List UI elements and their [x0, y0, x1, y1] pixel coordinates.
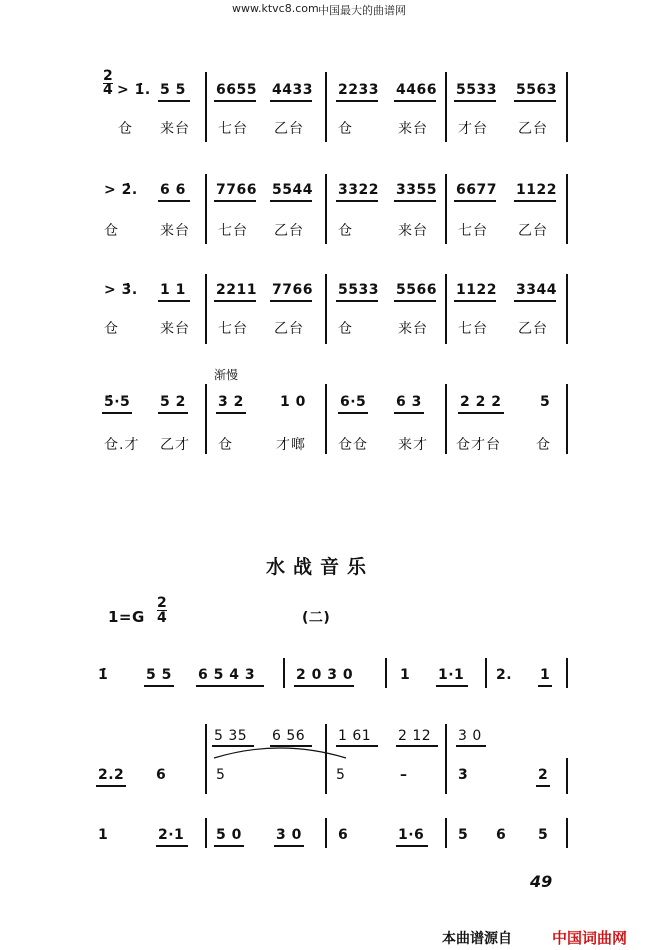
row3-lyric-5: 仓: [338, 321, 353, 337]
tempo-annotation: 渐慢: [214, 368, 239, 382]
row1-lyric-8: 乙台: [518, 121, 548, 137]
header-tagline: 中国最大的曲谱网: [318, 4, 406, 17]
row1-lyric-2: 来台: [160, 121, 190, 137]
s2-row2-upper-5: 3 0: [458, 728, 482, 744]
row3-note-5: 5566: [396, 282, 437, 298]
row1-note-5: 4466: [396, 82, 437, 98]
row3-lyric-7: 七台: [458, 321, 488, 337]
row2-lyric-5: 仓: [338, 223, 353, 239]
key-time-top: 2: [157, 595, 168, 611]
row1-note-7: 5563: [516, 82, 557, 98]
s2-row3-note-7: 5: [458, 827, 469, 843]
row2-start: > 2̇.: [104, 182, 138, 198]
row4-note-3: 3 2: [218, 394, 244, 410]
row1-lyric-7: 才台: [458, 121, 488, 137]
s2-row3-note-1: 1: [98, 827, 109, 843]
row1-lyric-1: 仓: [118, 121, 133, 137]
row4-note-7: 2 2 2: [460, 394, 502, 410]
row1-note-2: 6655: [216, 82, 257, 98]
row1-start: > 1̇.: [117, 82, 151, 98]
s2-row1-note-8: 1: [540, 667, 551, 683]
row3-lyric-6: 来台: [398, 321, 428, 337]
row4-note-2: 5 2: [160, 394, 186, 410]
row1-note-3: 4433: [272, 82, 313, 98]
s2-row3-note-3: 5 0: [216, 827, 242, 843]
s2-row1-note-7: 2.: [496, 667, 513, 683]
row2-lyric-3: 七台: [218, 223, 248, 239]
page-number: 49: [530, 872, 553, 891]
row4-note-8: 5: [540, 394, 551, 410]
row2-lyric-4: 乙台: [274, 223, 304, 239]
row2-note-6: 6677: [456, 182, 497, 198]
s2-row3-note-9: 5: [538, 827, 549, 843]
row2-lyric-6: 来台: [398, 223, 428, 239]
row2-note-3: 5544: [272, 182, 313, 198]
row3-note-6: 1122: [456, 282, 497, 298]
row4-note-5: 6·5: [340, 394, 367, 410]
time-signature: [103, 70, 113, 97]
key-signature: 1=G: [108, 608, 145, 626]
row1-lyric-6: 来台: [398, 121, 428, 137]
s2-row1-note-2: 5 5: [146, 667, 172, 683]
s2-row2-upper-2: 6 56: [272, 728, 306, 744]
row2-lyric-7: 七台: [458, 223, 488, 239]
row2-lyric-2: 来台: [160, 223, 190, 239]
row3-note-2: 2211: [216, 282, 257, 298]
s2-row3-note-2: 2·1: [158, 827, 185, 843]
row4-lyric-7: 仓才台: [456, 437, 501, 453]
row2-lyric-1: 仓: [104, 223, 119, 239]
piece-title: 水战音乐: [266, 556, 375, 578]
time-sig-bottom: 4: [103, 82, 114, 98]
row3-lyric-4: 乙台: [274, 321, 304, 337]
row3-note-4: 5533: [338, 282, 379, 298]
row4-note-1: 5̇·5: [104, 394, 131, 410]
s2-row3-note-8: 6: [496, 827, 507, 843]
row4-lyric-1: 仓.才: [104, 437, 140, 453]
s2-row1-note-1: 1̇: [98, 667, 109, 683]
row1-lyric-5: 仓: [338, 121, 353, 137]
row2-note-2: 7766: [216, 182, 257, 198]
row1-note-4: 2233: [338, 82, 379, 98]
row3-note-7: 3344: [516, 282, 557, 298]
row3-start: > 3̇.: [104, 282, 138, 298]
row3-note-1: 1 1: [160, 282, 186, 298]
s2-row2-lower-5: –: [400, 767, 408, 783]
s2-row1-note-3: 6 5 4 3: [198, 667, 256, 683]
s2-row2-lower-2: 6: [156, 767, 167, 783]
s2-row1-note-4: 2 0 3 0: [296, 667, 354, 683]
time-sig-top: 2: [103, 68, 114, 84]
row3-lyric-3: 七台: [218, 321, 248, 337]
s2-row3-note-6: 1·6: [398, 827, 425, 843]
row4-lyric-6: 来才: [398, 437, 428, 453]
s2-row1-note-6: 1·1: [438, 667, 465, 683]
row4-note-4: 1 0: [280, 394, 306, 410]
row2-note-4: 3322: [338, 182, 379, 198]
footer-source: 本曲谱源自: [442, 931, 512, 947]
row4-lyric-4: 才啷: [276, 437, 306, 453]
row4-lyric-5: 仓仓: [338, 437, 368, 453]
s2-row2-lower-1: 2.2: [98, 767, 125, 783]
row1-lyric-3: 七台: [218, 121, 248, 137]
row2-lyric-8: 乙台: [518, 223, 548, 239]
key-time-signature: [157, 596, 167, 625]
row3-note-3: 7766: [272, 282, 313, 298]
slur-arc: [210, 744, 350, 762]
row4-lyric-2: 乙才: [160, 437, 190, 453]
key-time-bottom: 4: [157, 610, 168, 626]
row3-lyric-1: 仓: [104, 321, 119, 337]
s2-row2-upper-4: 2 12: [398, 728, 432, 744]
row2-note-5: 3355: [396, 182, 437, 198]
row3-lyric-2: 来台: [160, 321, 190, 337]
footer-site-logo[interactable]: 中国词曲网: [552, 929, 628, 947]
row1-lyric-4: 乙台: [274, 121, 304, 137]
header-site[interactable]: www.ktvc8.com: [232, 2, 319, 15]
section-subtitle: (二): [302, 610, 331, 626]
row2-note-7: 1122: [516, 182, 557, 198]
s2-row2-lower-7: 2: [538, 767, 549, 783]
s2-row1-note-5: 1: [400, 667, 411, 683]
s2-row2-lower-6: 3: [458, 767, 469, 783]
row4-lyric-3: 仓: [218, 437, 233, 453]
s2-row2-upper-1: 5 35: [214, 728, 248, 744]
row1-note-1: 5 5: [160, 82, 186, 98]
row1-note-6: 5533: [456, 82, 497, 98]
s2-row3-note-5: 6: [338, 827, 349, 843]
row4-lyric-8: 仓: [536, 437, 551, 453]
s2-row3-note-4: 3 0: [276, 827, 302, 843]
row4-note-6: 6 3: [396, 394, 422, 410]
s2-row2-upper-3: 1 61: [338, 728, 372, 744]
row2-note-1: 6 6: [160, 182, 186, 198]
row3-lyric-8: 乙台: [518, 321, 548, 337]
s2-row2-lower-4: 5: [336, 767, 346, 783]
s2-row2-lower-3: 5: [216, 767, 226, 783]
